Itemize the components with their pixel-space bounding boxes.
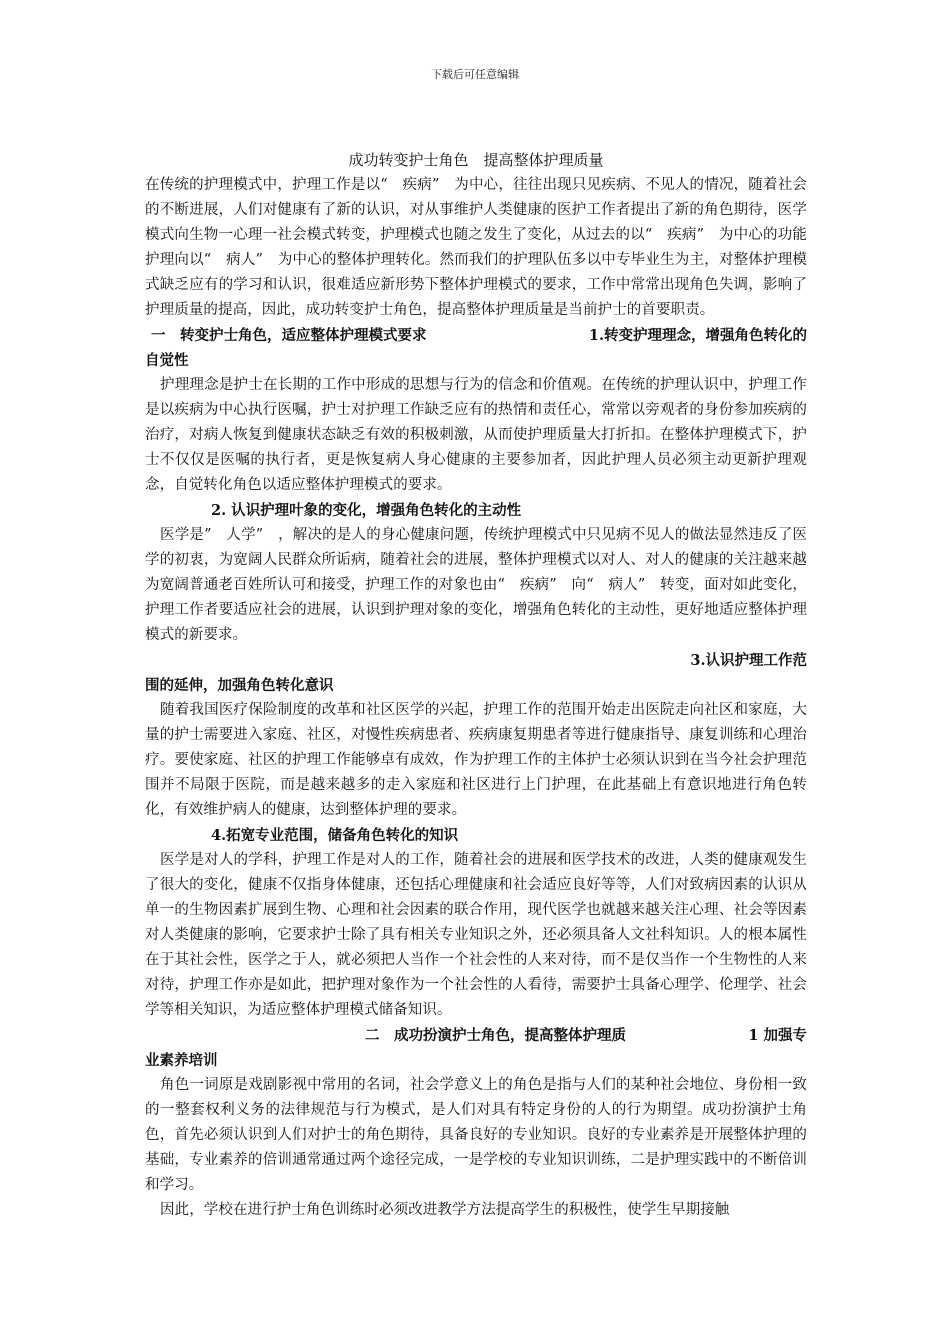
- subheading-3-start: 3.认识护理工作范: [690, 652, 807, 669]
- document-body: [145, 150, 807, 1223]
- subheading-5-start: 1 加强专: [748, 1027, 807, 1044]
- paragraph-4: 医学是对人的学科，护理工作是对人的工作，随着社会的进展和医学技术的改进，人类的健康观发生了很大的变化，健康不仅指身体健康，还包括心理健康和社会适应良好等等，人们对致病因素的认识从单一的生物因素扩展到生物、心理和社会因素的联合作用，现代医学也就越来越关注心理、社会等因素对人类健康的影响，它要求护士除了具有相关专业知识之外，还必须具备人文社科知识。人的根本属性在于其社会性，医学之于人，就必须把人当作一个社会性的人来对待，而不是仅当作一个生物性的人来对待，护理工作亦是如此，把护理对象作为一个社会性的人看待，需要护士具备心理学、伦理学、社会学等相关知识，为适应整体护理模式储备知识。: [145, 852, 807, 1018]
- subheading-4: 4.拓宽专业范围，储备角色转化的知识: [211, 827, 459, 844]
- subheading-5-end: 业素养培训: [145, 1052, 218, 1069]
- subheading-2: 2. 认识护理叶象的变化，增强角色转化的主动性: [211, 502, 522, 519]
- section-heading-2: 二 成功扮演护士角色，提高整体护理质: [365, 1027, 626, 1044]
- document-title: 成功转变护士角色 提高整体护理质量: [348, 151, 604, 169]
- paragraph-5: 角色一词原是戏剧影视中常用的名词，社会学意义上的角色是指与人们的某种社会地位、身份相一致的一整套权利义务的法律规范与行为模式，是人们对具有特定身份的人的行为期望。成功扮演护士角色，首先必须认识到人们对护士的角色期待，具备良好的专业知识。良好的专业素养是开展整体护理的基础，专业素养的倍训通常通过两个途径完成，一是学校的专业知识训练，二是护理实践中的不断倍训和学习。: [145, 1077, 807, 1193]
- section-heading-row-1: [145, 323, 807, 348]
- section-heading-row-2: [145, 1023, 807, 1048]
- subheading-3-end: 围的延伸，加强角色转化意识: [145, 677, 334, 694]
- subheading-1-end: 自觉性: [145, 352, 189, 369]
- intro-paragraph: 在传统的护理模式中，护理工作是以“ 疾病” 为中心，往往出现只见疾病、不见人的情况，随着社会的不断进展，人们对健康有了新的认识，对从事维护人类健康的医护工作者提出了新的角色期待，医学模式向生物一心理一社会模式转变，护理模式也随之发生了变化，从过去的以“ 疾病” 为中心的功能护理向以“ 病人” 为中心的整体护理转化。然而我们的护理队伍多以中专毕业生为主，对整体护理模式缺乏应有的学习和认识，很难适应新形势下整体护理模式的要求，工作中常常出现角色失调，影响了护理质量的提高，因此，成功转变护士角色，提高整体护理质量是当前护士的首要职责。: [145, 177, 807, 318]
- paragraph-3: 随着我国医疗保险制度的改革和社区医学的兴起，护理工作的范围开始走出医院走向社区和家庭，大量的护士需要进入家庭、社区，对慢性疾病患者、疾病康复期患者等进行健康指导、康复训练和心理治疗。要使家庭、社区的护理工作能够卓有成效，作为护理工作的主体护士必须认识到在当今社会护理范围并不局限于医院，而是越来越多的走入家庭和社区进行上门护理，在此基础上有意识地进行角色转化，有效维护病人的健康，达到整体护理的要求。: [145, 702, 807, 818]
- page-header: 下载后可任意编辑: [431, 68, 519, 81]
- paragraph-2: 医学是” 人学” ，解决的是人的身心健康问题，传统护理模式中只见病不见人的做法显然违反了医学的初衷，为宽阔人民群众所诟病，随着社会的进展，整体护理模式以对人、对人的健康的关注越来越为宽阔普通老百姓所认可和接受，护理工作的对象也由“ 疾病” 向“ 病人” 转变，面对如此变化，护理工作者要适应社会的进展，认识到护理对象的变化，增强角色转化的主动性，更好地适应整体护理模式的新要求。: [145, 527, 807, 643]
- section-heading-1: 一 转变护士角色，适应整体护理模式要求: [151, 327, 427, 344]
- subheading-1-start: 1.转变护理理念，增强角色转化的: [588, 327, 807, 344]
- paragraph-1: 护理理念是护士在长期的工作中形成的思想与行为的信念和价值观。在传统的护理认识中，护理工作是以疾病为中心执行医嘱，护士对护理工作缺乏应有的热情和责任心，常常以旁观者的身份参加疾病的治疗，对病人恢复到健康状态缺乏有效的积极刺激，从而使护理质量大打折扣。在整体护理模式下，护士不仅仅是医嘱的执行者，更是恢复病人身心健康的主要参加者，因此护理人员必须主动更新护理观念，自觉转化角色以适应整体护理模式的要求。: [145, 377, 807, 493]
- subheading-3-row: [145, 648, 807, 673]
- paragraph-6: 因此，学校在进行护士角色训练时必须改进教学方法提高学生的积极性，使学生早期接触: [160, 1202, 730, 1218]
